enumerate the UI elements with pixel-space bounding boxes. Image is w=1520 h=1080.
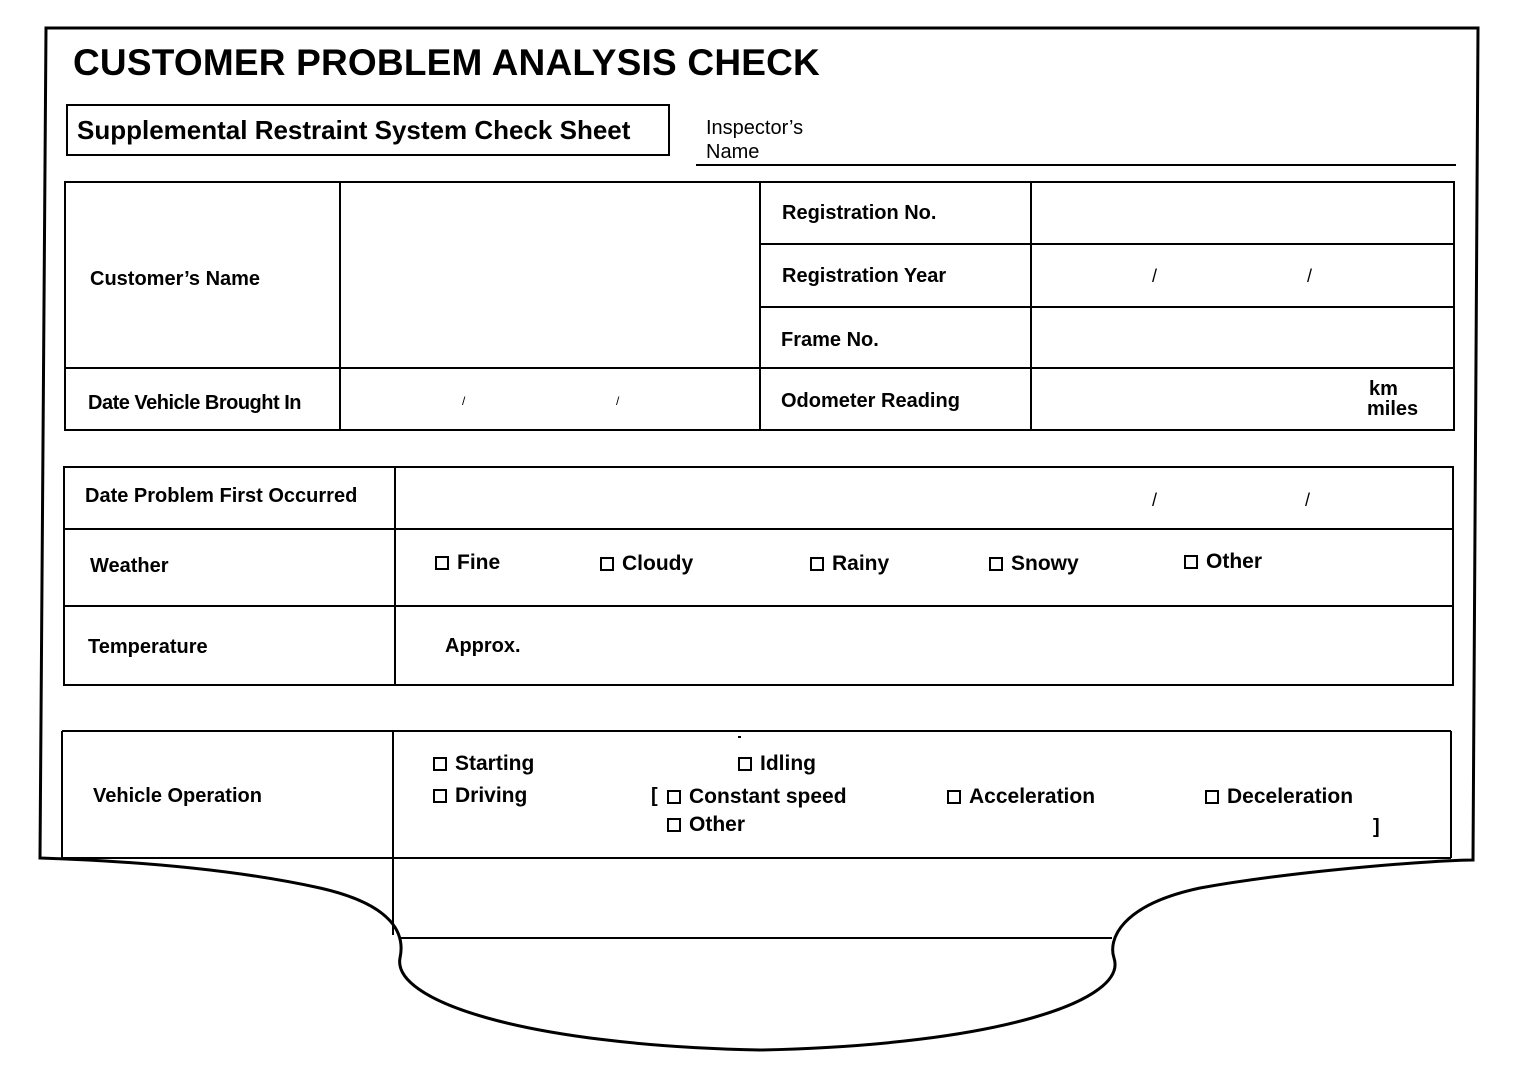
- checkbox-icon[interactable]: [1184, 555, 1198, 569]
- frame-no-field[interactable]: [1033, 309, 1452, 366]
- inspector-name-label: [706, 116, 803, 164]
- checkbox-icon[interactable]: [667, 790, 681, 804]
- registration-no-label: Registration No.: [782, 202, 937, 224]
- check-sheet-title: Supplemental Restraint System Check Sheet: [66, 104, 670, 156]
- bracket-close: ]: [1373, 816, 1380, 838]
- weather-option-other[interactable]: Other: [1184, 550, 1262, 574]
- inspector-name-field[interactable]: [696, 164, 1456, 166]
- operation-option-idling[interactable]: Idling: [738, 752, 816, 776]
- weather-option-cloudy[interactable]: Cloudy: [600, 552, 693, 576]
- checkbox-icon[interactable]: [947, 790, 961, 804]
- weather-label: Weather: [90, 555, 169, 577]
- inspector-label-line1: Inspector’s: [706, 117, 804, 139]
- checkbox-icon[interactable]: [738, 757, 752, 771]
- operation-option-other[interactable]: Other: [667, 813, 745, 837]
- page-title: CUSTOMER PROBLEM ANALYSIS CHECK: [73, 42, 820, 83]
- weather-option-fine[interactable]: Fine: [435, 551, 500, 575]
- checkbox-icon[interactable]: [435, 556, 449, 570]
- date-problem-separator-1: /: [1152, 490, 1158, 510]
- weather-option-rainy[interactable]: Rainy: [810, 552, 889, 576]
- checkbox-icon[interactable]: [810, 557, 824, 571]
- operation-option-starting[interactable]: Starting: [433, 752, 534, 776]
- inspector-label-line2: Name: [706, 141, 760, 163]
- registration-year-separator-1: /: [1152, 266, 1158, 286]
- bracket-open: [: [651, 785, 658, 807]
- checkbox-icon[interactable]: [989, 557, 1003, 571]
- date-problem-occurred-label: Date Problem First Occurred: [85, 485, 358, 507]
- date-brought-in-label: Date Vehicle Brought In: [88, 392, 301, 414]
- registration-year-label: Registration Year: [782, 265, 947, 287]
- temperature-label: Temperature: [88, 636, 208, 658]
- checkbox-icon[interactable]: [433, 789, 447, 803]
- odometer-unit-km: km: [1369, 378, 1398, 400]
- operation-option-acceleration[interactable]: Acceleration: [947, 785, 1095, 809]
- operation-option-driving[interactable]: Driving: [433, 784, 527, 808]
- odometer-unit-miles: miles: [1367, 398, 1419, 420]
- registration-year-separator-2: /: [1307, 266, 1313, 286]
- registration-no-field[interactable]: [1033, 184, 1452, 242]
- date-brought-in-separator-1: /: [462, 394, 466, 408]
- operation-option-constant-speed[interactable]: Constant speed: [667, 785, 847, 809]
- checkbox-icon[interactable]: [433, 757, 447, 771]
- temperature-approx-text: Approx.: [445, 635, 521, 657]
- customer-name-label: Customer’s Name: [90, 268, 261, 290]
- checkbox-icon[interactable]: [667, 818, 681, 832]
- checkbox-icon[interactable]: [600, 557, 614, 571]
- weather-option-snowy[interactable]: Snowy: [989, 552, 1079, 576]
- frame-no-label: Frame No.: [781, 329, 879, 351]
- customer-name-field[interactable]: [342, 184, 758, 366]
- vehicle-operation-label: Vehicle Operation: [93, 785, 262, 807]
- odometer-reading-label: Odometer Reading: [781, 390, 960, 412]
- date-brought-in-separator-2: /: [616, 394, 620, 408]
- date-problem-separator-2: /: [1305, 490, 1311, 510]
- operation-option-deceleration[interactable]: Deceleration: [1205, 785, 1353, 809]
- checkbox-icon[interactable]: [1205, 790, 1219, 804]
